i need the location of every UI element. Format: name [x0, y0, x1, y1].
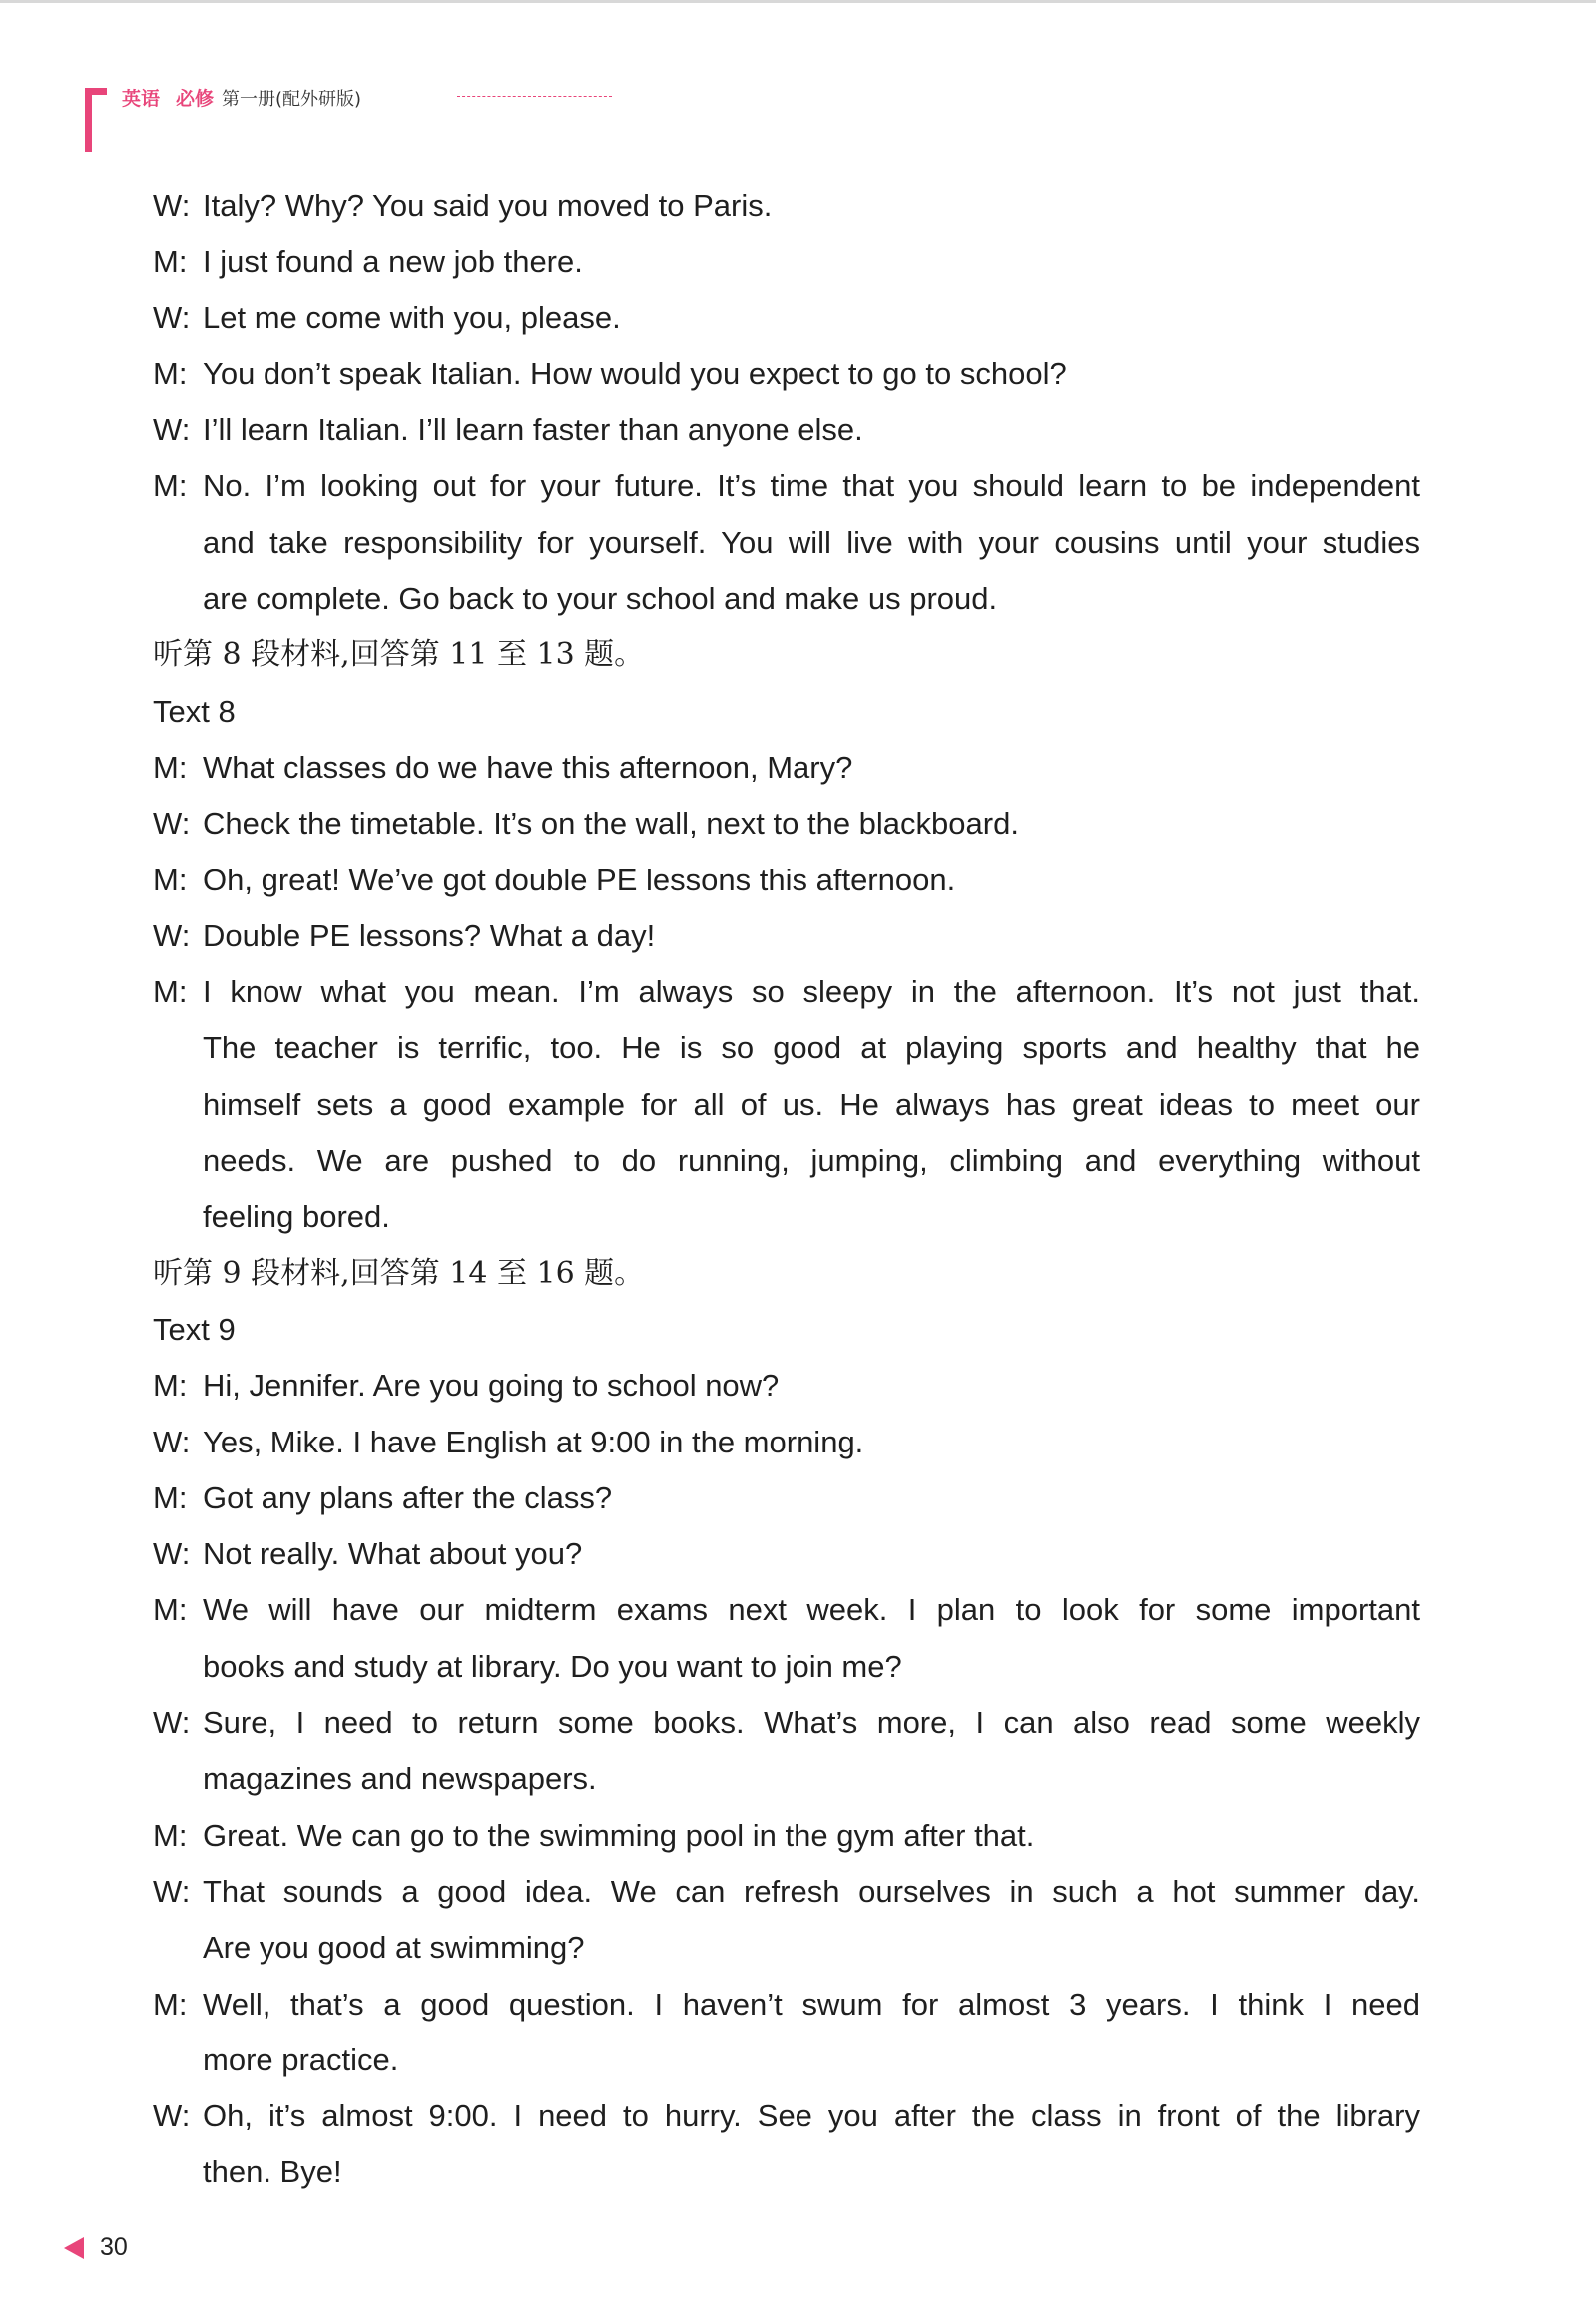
text-heading: [153, 1302, 1420, 1358]
dialogue-line: [153, 853, 1420, 908]
text-line: and take responsibility for yourself. You will live with your cousins until your studies: [203, 524, 1420, 560]
speaker-label: W:: [153, 917, 191, 953]
header-module: 必修: [176, 88, 215, 110]
line-text: [203, 346, 1420, 402]
line-text: [203, 853, 1420, 908]
text-line: I’ll learn Italian. I’ll learn faster than anyone else.: [203, 412, 863, 448]
line-text: [203, 234, 1420, 290]
speaker-label: W:: [153, 412, 191, 448]
text-line: Oh, it’s almost 9:00. I need to hurry. See you after the class in front of the library: [203, 2098, 1420, 2134]
line-text: [153, 627, 1420, 683]
line-text: [203, 1977, 1420, 2089]
text-line: Oh, great! We’ve got double PE lessons this afternoon.: [203, 862, 956, 897]
header-edition: 第一册(配外研版): [222, 89, 362, 110]
text-line: Great. We can go to the swimming pool in the gym after that.: [203, 1817, 1035, 1853]
text-line: We will have our midterm exams next week. I plan to look for some important: [203, 1592, 1420, 1628]
text-line: are complete. Go back to your school and make us proud.: [203, 581, 998, 617]
dialogue-line: [153, 796, 1420, 852]
line-text: [203, 290, 1420, 346]
text-line: Got any plans after the class?: [203, 1479, 613, 1515]
speaker-label: M:: [153, 1592, 188, 1628]
dialogue-line: [153, 178, 1420, 234]
line-text: [203, 1582, 1420, 1695]
speaker-label: W:: [153, 1536, 191, 1572]
speaker-label: W:: [153, 2098, 191, 2134]
text-line: more practice.: [203, 2041, 399, 2077]
speaker-label: W:: [153, 806, 191, 842]
text-line: then. Bye!: [203, 2154, 342, 2190]
line-text: [203, 1864, 1420, 1977]
header-bracket-decoration: [85, 88, 92, 152]
line-text: [203, 1695, 1420, 1808]
dialogue-line: [153, 290, 1420, 346]
speaker-label: M:: [153, 355, 188, 391]
text-line: I know what you mean. I’m always so sleepy in the afternoon. It’s not just that.: [203, 974, 1420, 1010]
text-line: Well, that’s a good question. I haven’t swum for almost 3 years. I think I need: [203, 1986, 1420, 2022]
line-text: [203, 2088, 1420, 2201]
top-rule: [0, 0, 1596, 3]
text-line: Not really. What about you?: [203, 1536, 583, 1572]
dialogue-line: [153, 740, 1420, 796]
line-text: [153, 1302, 1420, 1358]
dialogue-line: [153, 1526, 1420, 1582]
text-line: What classes do we have this afternoon, Mary?: [203, 749, 853, 785]
line-text: [203, 402, 1420, 458]
running-header: [122, 84, 361, 111]
dialogue-line: [153, 1695, 1420, 1808]
dialogue-line: [153, 2088, 1420, 2201]
transcript-body: [153, 178, 1420, 2201]
section-instruction: [153, 1246, 1420, 1302]
text-line: 听第 8 段材料,回答第 11 至 13 题。: [153, 637, 645, 673]
speaker-label: W:: [153, 188, 191, 223]
line-text: [203, 1526, 1420, 1582]
speaker-label: M:: [153, 468, 188, 504]
text-line: The teacher is terrific, too. He is so good at playing sports and healthy that he: [203, 1030, 1420, 1066]
text-line: Let me come with you, please.: [203, 299, 621, 335]
line-text: [153, 684, 1420, 740]
text-line: magazines and newspapers.: [203, 1761, 597, 1797]
text-line: Text 9: [153, 1311, 236, 1347]
line-text: [203, 740, 1420, 796]
speaker-label: M:: [153, 1368, 188, 1404]
line-text: [203, 964, 1420, 1245]
page-footer: [64, 2233, 128, 2262]
text-line: I just found a new job there.: [203, 244, 583, 280]
text-line: feeling bored.: [203, 1199, 390, 1235]
speaker-label: M:: [153, 244, 188, 280]
speaker-label: W:: [153, 1873, 191, 1909]
line-text: [203, 1470, 1420, 1526]
text-line: needs. We are pushed to do running, jumping, climbing and everything without: [203, 1143, 1420, 1179]
text-line: Double PE lessons? What a day!: [203, 917, 656, 953]
dialogue-line: [153, 1358, 1420, 1414]
dialogue-line: [153, 234, 1420, 290]
dialogue-line: [153, 346, 1420, 402]
header-subject: 英语: [122, 88, 161, 110]
text-line: books and study at library. Do you want to join me?: [203, 1648, 902, 1684]
text-line: Hi, Jennifer. Are you going to school now?: [203, 1368, 780, 1404]
page-number: 30: [100, 2233, 128, 2261]
speaker-label: W:: [153, 1424, 191, 1459]
text-line: Check the timetable. It’s on the wall, next to the blackboard.: [203, 806, 1019, 842]
line-text: [203, 1808, 1420, 1864]
dialogue-line: [153, 1977, 1420, 2089]
page-marker-triangle-icon: [64, 2237, 84, 2259]
speaker-label: M:: [153, 862, 188, 897]
dialogue-line: [153, 908, 1420, 964]
header-bracket-decoration-top: [85, 88, 107, 95]
section-instruction: [153, 627, 1420, 683]
text-line: You don’t speak Italian. How would you expect to go to school?: [203, 355, 1067, 391]
text-line: Sure, I need to return some books. What’s more, I can also read some weekly: [203, 1705, 1420, 1741]
line-text: [203, 1358, 1420, 1414]
dialogue-line: [153, 458, 1420, 627]
text-line: Italy? Why? You said you moved to Paris.: [203, 188, 773, 223]
speaker-label: M:: [153, 1817, 188, 1853]
text-line: That sounds a good idea. We can refresh ourselves in such a hot summer day.: [203, 1873, 1420, 1909]
text-line: himself sets a good example for all of us. He always has great ideas to meet our: [203, 1086, 1420, 1122]
text-line: 听第 9 段材料,回答第 14 至 16 题。: [153, 1255, 645, 1291]
line-text: [203, 458, 1420, 627]
speaker-label: M:: [153, 1986, 188, 2022]
dialogue-line: [153, 964, 1420, 1245]
text-line: Yes, Mike. I have English at 9:00 in the morning.: [203, 1424, 864, 1459]
text-heading: [153, 684, 1420, 740]
text-line: Are you good at swimming?: [203, 1930, 585, 1966]
text-line: No. I’m looking out for your future. It’s time that you should learn to be independent: [203, 468, 1420, 504]
speaker-label: M:: [153, 1479, 188, 1515]
speaker-label: M:: [153, 974, 188, 1010]
dialogue-line: [153, 1864, 1420, 1977]
dialogue-line: [153, 1415, 1420, 1470]
line-text: [203, 908, 1420, 964]
line-text: [153, 1246, 1420, 1302]
speaker-label: W:: [153, 299, 191, 335]
dialogue-line: [153, 1470, 1420, 1526]
line-text: [203, 178, 1420, 234]
text-line: Text 8: [153, 693, 236, 729]
header-dashed-line: [457, 96, 612, 97]
speaker-label: M:: [153, 749, 188, 785]
line-text: [203, 1415, 1420, 1470]
speaker-label: W:: [153, 1705, 191, 1741]
dialogue-line: [153, 1582, 1420, 1695]
dialogue-line: [153, 402, 1420, 458]
line-text: [203, 796, 1420, 852]
dialogue-line: [153, 1808, 1420, 1864]
